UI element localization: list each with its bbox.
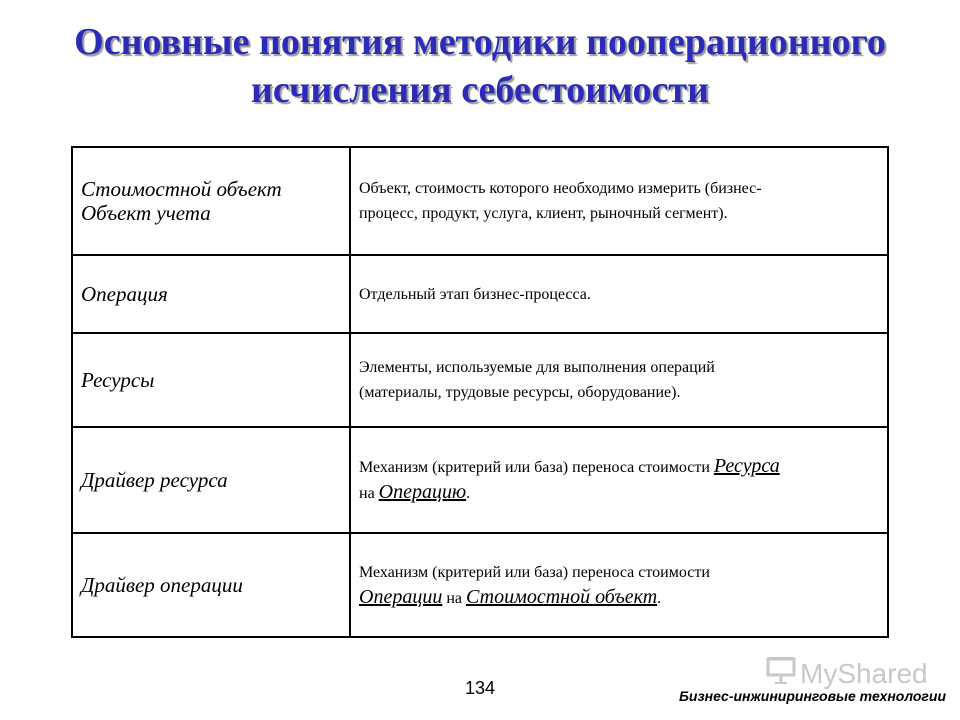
term-text: Операция bbox=[81, 282, 168, 306]
table-row bbox=[72, 147, 888, 255]
definition-cell bbox=[350, 147, 888, 255]
term-text: Ресурсы bbox=[81, 368, 155, 392]
page-number: 134 bbox=[464, 678, 496, 698]
definition-cell bbox=[350, 427, 888, 533]
term-cell bbox=[72, 333, 350, 427]
operation-link[interactable]: Операцию bbox=[378, 481, 467, 503]
presentation-board-icon bbox=[766, 656, 800, 691]
watermark bbox=[766, 656, 928, 691]
definition-text: на bbox=[359, 485, 379, 502]
table-row bbox=[72, 255, 888, 333]
definition-text: процесс, продукт, услуга, клиент, рыночный сегмент). bbox=[359, 205, 728, 222]
table-row bbox=[72, 533, 888, 637]
definition-line bbox=[359, 585, 879, 611]
cost-object-link[interactable]: Стоимостной объект bbox=[466, 585, 658, 608]
term-cell bbox=[72, 147, 350, 255]
footer-company: Бизнес-инжиниринговые технологии bbox=[679, 688, 946, 704]
term-text: Объект учета bbox=[81, 201, 211, 225]
table-row bbox=[72, 333, 888, 427]
term-text: Драйвер операции bbox=[81, 573, 243, 597]
definition-text: на bbox=[442, 589, 466, 607]
definition-line bbox=[359, 480, 879, 506]
definition-cell bbox=[350, 333, 888, 427]
definition-cell bbox=[350, 533, 888, 637]
definition-text: . bbox=[466, 485, 471, 502]
definition-text: Элементы, используемые для выполнения операций bbox=[359, 359, 715, 376]
definition-text: Отдельный этап бизнес-процесса. bbox=[359, 285, 591, 303]
term-cell bbox=[72, 427, 350, 533]
definition-text: Механизм (критерий или база) переноса стоимости bbox=[359, 563, 710, 581]
table-row bbox=[72, 427, 888, 533]
term-cell bbox=[72, 255, 350, 333]
definition-text: . bbox=[657, 589, 662, 607]
definition-cell bbox=[350, 255, 888, 333]
watermark-text: MyShared bbox=[800, 657, 928, 689]
term-cell bbox=[72, 533, 350, 637]
definition-text: (материалы, трудовые ресурсы, оборудование). bbox=[359, 384, 681, 401]
term-text: Стоимостной объект bbox=[81, 177, 282, 201]
definition-line bbox=[359, 454, 879, 480]
definition-text: Механизм (критерий или база) переноса стоимости bbox=[359, 459, 714, 476]
definitions-table bbox=[71, 146, 889, 638]
slide-title bbox=[0, 18, 960, 114]
operation-link[interactable]: Операции bbox=[359, 585, 443, 608]
title-line-2: исчисления себестоимости bbox=[251, 69, 709, 111]
title-line-1: Основные понятия методики пооперационного bbox=[74, 21, 886, 63]
resource-link[interactable]: Ресурса bbox=[713, 455, 780, 477]
term-text: Драйвер ресурса bbox=[81, 468, 228, 492]
definition-text: Объект, стоимость которого необходимо измерить (бизнес- bbox=[359, 180, 762, 197]
